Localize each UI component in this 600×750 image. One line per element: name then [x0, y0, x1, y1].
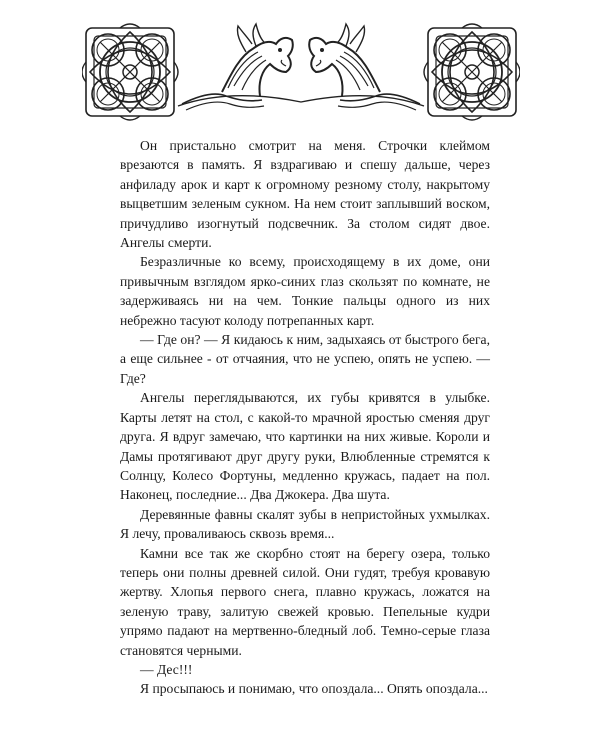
left-horse-head	[182, 24, 293, 110]
center-wave-line	[178, 96, 424, 106]
paragraph: Безразличные ко всему, происходящему в их доме, они привычным взглядом ярко-синих глаз скользят по комнате, не задерживаясь ни на чем. Тонкие пальцы одного из них небрежно тасуют колоду потрепанных карт.	[120, 254, 490, 328]
right-horse-head	[309, 24, 420, 110]
paragraph: Деревянные фавны скалят зубы в непристойных ухмылках. Я лечу, проваливаюсь сквозь время...	[120, 506, 490, 542]
header-ornament	[82, 14, 520, 132]
left-knot-ornament	[82, 24, 178, 120]
paragraph: Он пристально смотрит на меня. Строчки клеймом врезаются в память. Я вздрагиваю и спешу дальше, через анфиладу арок и карт к огромному резному столу, накрытому выцветшим зеленым сукном. На нем стоит заплывший воском, причудливо изогнутый подсвечник. За столом сидят двое. Ангелы смерти.	[120, 138, 490, 251]
right-knot-ornament	[424, 24, 520, 120]
story-text	[120, 136, 490, 699]
paragraph: — Где он? — Я кидаюсь к ним, задыхаясь от быстрого бега, а еще сильнее - от отчаяния, что не успею, опять не успею. — Где?	[120, 332, 490, 386]
paragraph: — Дес!!!	[140, 661, 193, 677]
paragraph: Ангелы переглядываются, их губы кривятся в улыбке. Карты летят на стол, с какой-то мрачной яростью сменяя друг друга. Я вдруг замечаю, что картинки на них живые. Короли и Дамы протягивают друг другу руки, Влюбленные стремятся к Солнцу, Колесо Фортуны, медленно кружась, падает на пол. Наконец, последние... Два Джокера. Два шута.	[120, 390, 490, 503]
paragraph: Камни все так же скорбно стоят на берегу озера, только теперь они полны древней силой. Они гудят, требуя кровавую жертву. Хлопья первого снега, плавно кружась, ложатся на зеленую траву, залитую свежей кровью. Пепельные кудри упрямо падают на мертвенно-бледный лоб. Темно-серые глаза становятся черными.	[120, 545, 490, 658]
paragraph: Я просыпаюсь и понимаю, что опоздала... Опять опоздала...	[140, 681, 488, 697]
